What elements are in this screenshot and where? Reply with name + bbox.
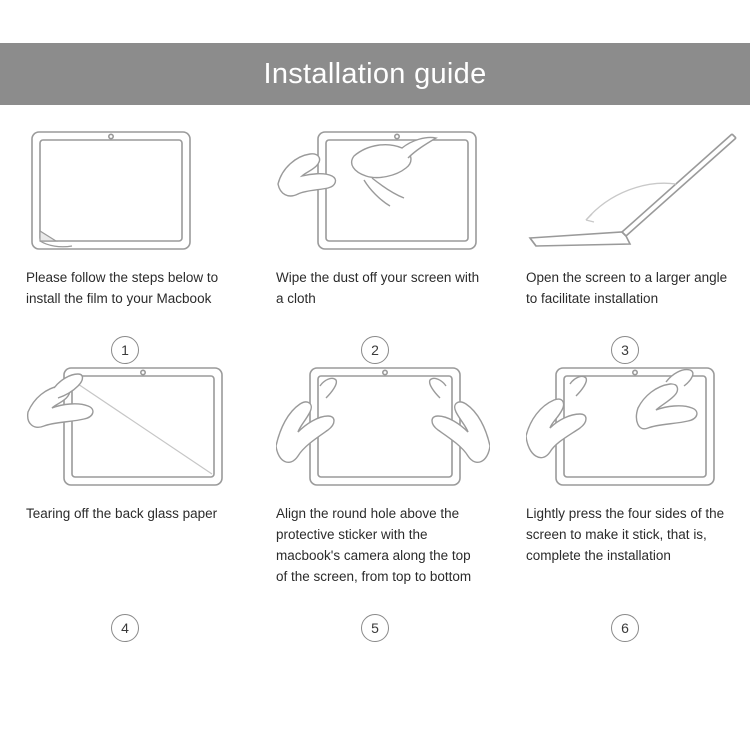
step-number-5: 5 — [361, 614, 389, 642]
step-number-wrap-6 — [518, 614, 732, 642]
step-number-wrap-4 — [18, 614, 232, 642]
step-number-wrap-1 — [18, 336, 232, 364]
step-number-2: 2 — [361, 336, 389, 364]
step-number-wrap-5 — [268, 614, 482, 642]
illustration-two-hands-aligning-film-over-screen — [276, 364, 490, 489]
step-caption-3: Open the screen to a larger angle to facilitate installation — [526, 270, 728, 306]
step-caption-2: Wipe the dust off your screen with a cloth — [276, 270, 480, 306]
step-card-6 — [500, 364, 750, 642]
step-number-wrap-3 — [518, 336, 732, 364]
step-card-5 — [250, 364, 500, 642]
steps-grid — [0, 128, 750, 642]
step-number-3: 3 — [611, 336, 639, 364]
step-number-4: 4 — [111, 614, 139, 642]
illustration-hand-peeling-back-paper — [26, 364, 240, 489]
step-card-4 — [0, 364, 250, 642]
step-card-2 — [250, 128, 500, 364]
illustration-hand-wiping-screen-with-cloth — [276, 128, 490, 253]
page-title: Installation guide — [263, 57, 487, 90]
step-number-wrap-2 — [268, 336, 482, 364]
step-number-1: 1 — [111, 336, 139, 364]
header-banner — [0, 43, 750, 105]
step-caption-5: Align the round hole above the protective sticker with the macbook's camera along the top of the screen, from top to bottom — [276, 506, 472, 584]
step-card-1 — [0, 128, 250, 364]
illustration-two-hands-pressing-film-edges — [526, 364, 740, 489]
illustration-laptop-side-view-open-angle — [526, 128, 740, 253]
illustration-macbook-screen-with-film-peel — [26, 128, 240, 253]
step-caption-1: Please follow the steps below to install the film to your Macbook — [26, 270, 219, 306]
step-caption-4: Tearing off the back glass paper — [26, 506, 218, 521]
step-number-6: 6 — [611, 614, 639, 642]
step-caption-6: Lightly press the four sides of the screen to make it stick, that is, complete the installation — [526, 506, 725, 563]
step-card-3 — [500, 128, 750, 364]
